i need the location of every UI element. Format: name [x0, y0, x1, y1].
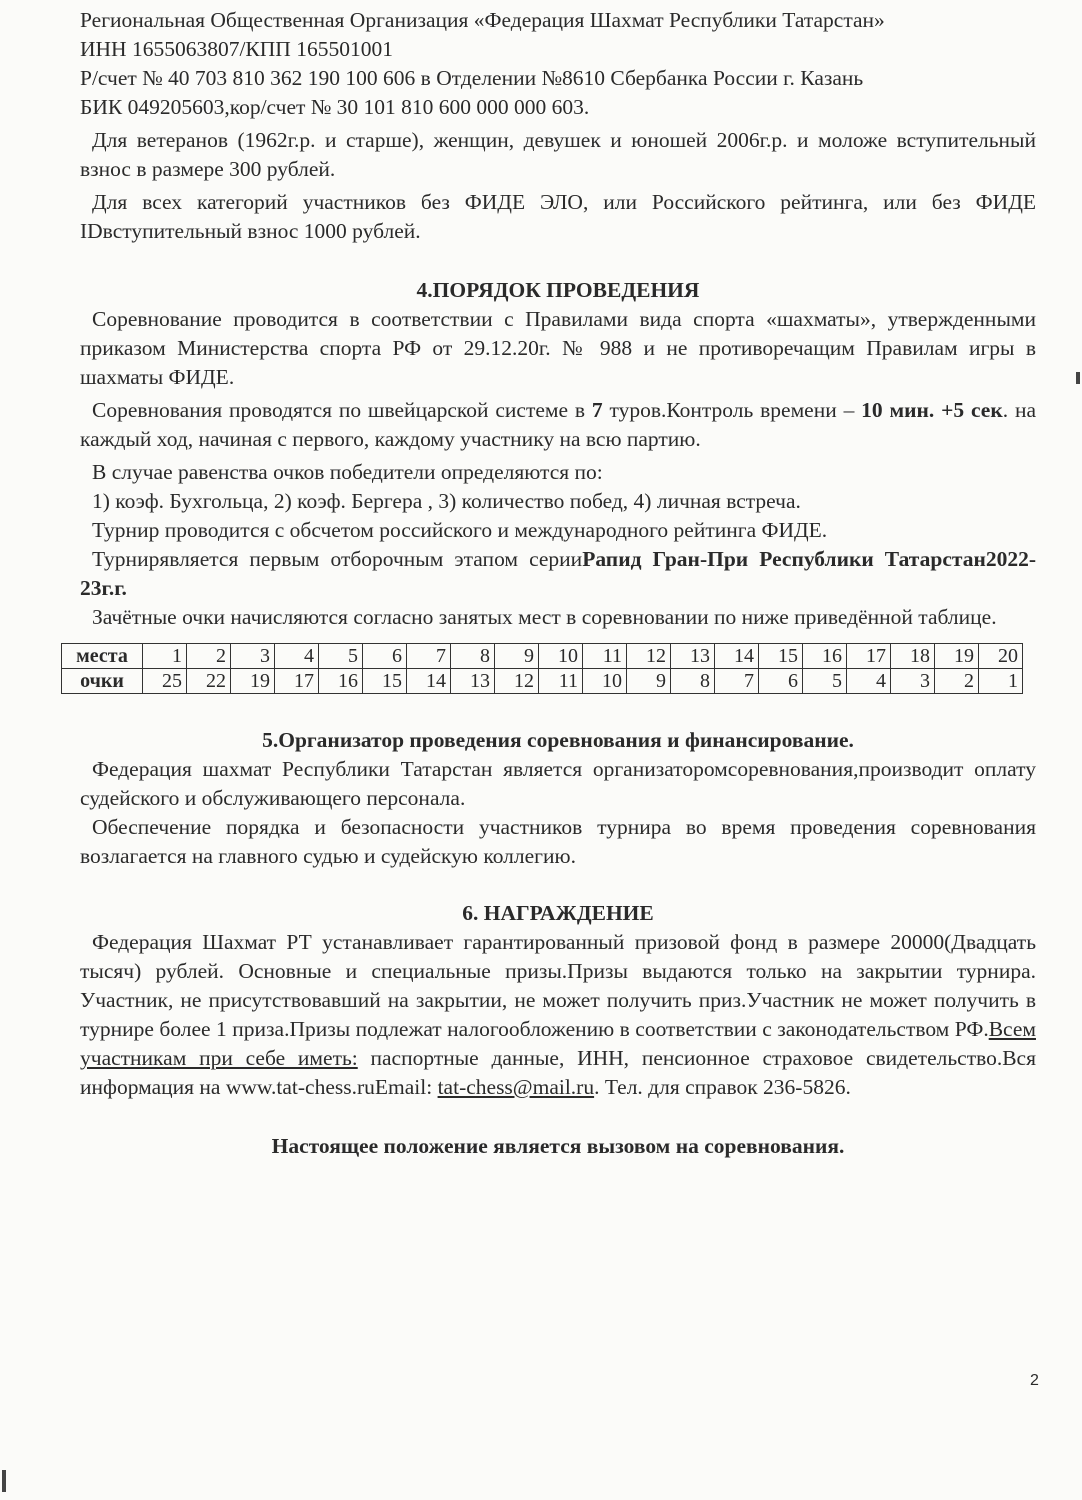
scan-mark	[1076, 372, 1080, 384]
section-4-title: 4.ПОРЯДОК ПРОВЕДЕНИЯ	[416, 278, 700, 302]
place-cell: 16	[803, 644, 847, 669]
place-cell: 19	[935, 644, 979, 669]
points-cell: 5	[803, 669, 847, 694]
place-cell: 5	[319, 644, 363, 669]
requisites-line: Региональная Общественная Организация «Федерация Шахмат Республики Татарстан»	[80, 8, 885, 32]
place-cell: 13	[671, 644, 715, 669]
place-cell: 4	[275, 644, 319, 669]
points-table	[61, 643, 1023, 694]
place-cell: 18	[891, 644, 935, 669]
section-6-title: 6. НАГРАЖДЕНИЕ	[462, 901, 654, 925]
place-cell: 10	[539, 644, 583, 669]
points-cell: 15	[363, 669, 407, 694]
points-cell: 12	[495, 669, 539, 694]
points-cell: 4	[847, 669, 891, 694]
table-row	[62, 644, 1023, 669]
requisites-block	[80, 6, 1036, 122]
points-cell: 9	[627, 669, 671, 694]
requisites-line: Р/счет № 40 703 810 362 190 100 606 в Отделении №8610 Сбербанка России г. Казань	[80, 66, 864, 90]
section-4-paragraph: Турнир проводится с обсчетом российского и международного рейтинга ФИДЕ.	[92, 518, 828, 542]
points-cell: 22	[187, 669, 231, 694]
places-label: места	[62, 644, 143, 669]
page-number: 2	[1030, 1372, 1039, 1389]
points-cell: 3	[891, 669, 935, 694]
document-page-lower	[80, 726, 1036, 1161]
points-label: очки	[62, 669, 143, 694]
fee-paragraph: Для всех категорий участников без ФИДЕ ЭЛО, или Российского рейтинга, или без ФИДЕ IDвступительный взнос 1000 рублей.	[80, 190, 1036, 243]
points-cell: 1	[979, 669, 1023, 694]
points-cell: 19	[231, 669, 275, 694]
place-cell: 7	[407, 644, 451, 669]
section-4-paragraph: Соревнование проводится в соответствии с Правилами вида спорта «шахматы», утвержденными приказом Министерства спорта РФ от 29.12.20г. № 988 и не противоречащим Правилам игры в шахматы ФИДЕ.	[80, 307, 1036, 389]
points-cell: 17	[275, 669, 319, 694]
points-cell: 10	[583, 669, 627, 694]
section-5-paragraph: Федерация шахмат Республики Татарстан является организаторомсоревнования,производит оплату судейского и обслуживающего персонала.	[80, 757, 1036, 810]
place-cell: 12	[627, 644, 671, 669]
email-link[interactable]: tat-chess@mail.ru	[437, 1075, 595, 1099]
place-cell: 14	[715, 644, 759, 669]
points-cell: 11	[539, 669, 583, 694]
closing-statement: Настоящее положение является вызовом на соревнования.	[271, 1134, 845, 1158]
section-5-paragraph: Обеспечение порядка и безопасности участников турнира во время проведения соревнования возлагается на главного судью и судейскую коллегию.	[80, 815, 1036, 868]
section-4-paragraph: Турнирявляется первым отборочным этапом серииРапид Гран-При Республики Татарстан2022-23г.г.	[80, 547, 1037, 600]
points-cell: 7	[715, 669, 759, 694]
points-cell: 14	[407, 669, 451, 694]
points-cell: 6	[759, 669, 803, 694]
place-cell: 2	[187, 644, 231, 669]
note-underlined: Всем участникам при себе иметь:	[80, 1017, 1036, 1070]
table-row	[62, 669, 1023, 694]
points-cell: 25	[143, 669, 187, 694]
requisites-line: ИНН 1655063807/КПП 165501001	[80, 37, 393, 61]
place-cell: 20	[979, 644, 1023, 669]
section-5-title: 5.Организатор проведения соревнования и финансирование.	[262, 728, 854, 752]
document-page	[80, 6, 1036, 632]
place-cell: 6	[363, 644, 407, 669]
section-4-paragraph: В случае равенства очков победители определяются по:	[92, 460, 603, 484]
place-cell: 3	[231, 644, 275, 669]
requisites-line: БИК 049205603,кор/счет № 30 101 810 600 000 000 603.	[80, 95, 590, 119]
section-6-paragraph: Федерация Шахмат РТ устанавливает гарантированный призовой фонд в размере 20000(Двадцать тысяч) рублей. Основные и специальные призы.Призы выдаются только на закрытии турнира. Участник, не присутствовавший на закрытии, не может получить приз.Участник не может получить в турнире более 1 приза.Призы подлежат налогообложению в соответствии с законодательством РФ.Всем участникам при себе иметь: паспортные данные, ИНН, пенсионное страховое свидетельство.Вся информация на www.tat-chess.ruEmail: tat-chess@mail.ru. Тел. для справок 236-5826.	[80, 930, 1036, 1099]
place-cell: 8	[451, 644, 495, 669]
place-cell: 15	[759, 644, 803, 669]
place-cell: 1	[143, 644, 187, 669]
section-4-paragraph: 1) коэф. Бухгольца, 2) коэф. Бергера , 3) количество побед, 4) личная встреча.	[92, 489, 801, 513]
place-cell: 17	[847, 644, 891, 669]
scan-mark	[2, 1470, 6, 1492]
place-cell: 11	[583, 644, 627, 669]
points-cell: 2	[935, 669, 979, 694]
section-4-paragraph: Соревнования проводятся по швейцарской системе в 7 туров.Контроль времени – 10 мин. +5 сек. на каждый ход, начиная с первого, каждому участнику на всю партию.	[80, 398, 1036, 451]
fee-paragraph: Для ветеранов (1962г.р. и старше), женщин, девушек и юношей 2006г.р. и моложе вступительный взнос в размере 300 рублей.	[80, 128, 1036, 181]
place-cell: 9	[495, 644, 539, 669]
points-cell: 8	[671, 669, 715, 694]
points-cell: 16	[319, 669, 363, 694]
section-4-paragraph: Зачётные очки начисляются согласно занятых мест в соревновании по ниже приведённой таблице.	[92, 605, 997, 629]
points-cell: 13	[451, 669, 495, 694]
